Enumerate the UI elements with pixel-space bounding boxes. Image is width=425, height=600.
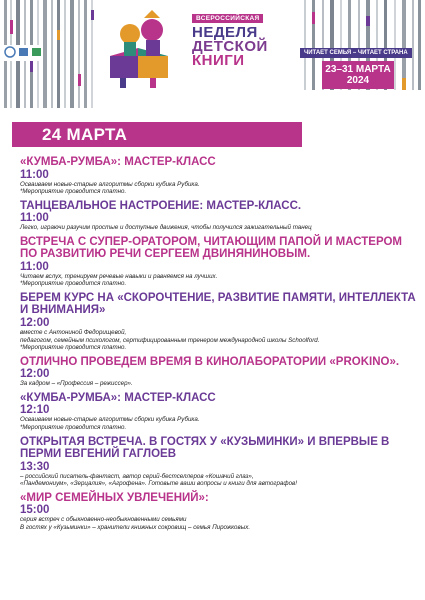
partner-logo-icons: [3, 45, 43, 59]
event-time: 11:00: [20, 168, 49, 181]
event-description: [20, 416, 420, 431]
desc-line: вместе с Антониной Федорищевой,: [20, 328, 127, 336]
event-description: [20, 181, 420, 196]
desc-line: серия встреч с обыкновенно-необыкновенными семьями: [20, 516, 187, 524]
desc-line: педагогом, семейным психологом, сертифицированным тренером международной школы Schoolford.: [20, 336, 320, 344]
event-time: 15:00: [20, 504, 50, 517]
event-item: [20, 356, 420, 388]
event-time: 12:00: [20, 368, 50, 381]
day-heading: [12, 122, 302, 147]
event-time: 11:00: [20, 260, 49, 273]
date-range: 23–31 МАРТА: [325, 64, 391, 75]
desc-line: Читаем вслух, тренируем речевые навыки и равняемся на лучших.: [20, 272, 218, 280]
event-description: [20, 516, 420, 531]
event-title: БЕРЕМ КУРС НА «СКОРОЧТЕНИЕ, РАЗВИТИЕ ПАМЯТИ, ИНТЕЛЛЕКТА И ВНИМАНИЯ»: [20, 291, 416, 317]
event-time: 12:00: [20, 316, 50, 329]
event-title: ОТЛИЧНО ПРОВЕДЕМ ВРЕМЯ В КИНОЛАБОРАТОРИИ «PROKINO».: [20, 355, 400, 368]
event-year: 2024: [346, 75, 370, 86]
event-title: ТАНЦЕВАЛЬНОЕ НАСТРОЕНИЕ: МАСТЕР-КЛАСС.: [20, 199, 302, 212]
event-item: [20, 200, 420, 232]
event-logo: [100, 8, 290, 98]
event-item: [20, 156, 420, 196]
header-banner: [0, 0, 425, 108]
event-item: [20, 436, 420, 488]
event-description: [20, 224, 420, 232]
desc-line: В гостях у «Кузьминки» – хранители книжных сокровищ – семья Пирожковых.: [20, 523, 251, 531]
event-item: [20, 236, 420, 288]
event-description: [20, 329, 420, 352]
event-title: ВСТРЕЧА С СУПЕР-ОРАТОРОМ, ЧИТАЮЩИМ ПАПОЙ И МАСТЕРОМ ПО РАЗВИТИЮ РЕЧИ СЕРГЕЕМ ДВИНЯНИНОВЫМ.: [20, 235, 403, 261]
day-label: 24 МАРТА: [42, 125, 128, 144]
event-item: [20, 392, 420, 432]
desc-line: *Мероприятие проводится платно.: [20, 423, 127, 431]
title-line-2: ДЕТСКОЙ: [192, 38, 268, 55]
desc-line: За кадром – «Профессия – режиссер».: [20, 380, 133, 388]
event-title: «КУМБА-РУМБА»: МАСТЕР-КЛАСС: [20, 391, 216, 404]
desc-line: *Мероприятие проводится платно.: [20, 280, 127, 288]
desc-line: – российский писатель-фантаст, автор серий-бестселлеров «Кошачий глаз»,: [20, 472, 254, 480]
title-line-3: КНИГИ: [192, 52, 245, 69]
event-time: 13:30: [20, 460, 50, 473]
event-title: «МИР СЕМЕЙНЫХ УВЛЕЧЕНИЙ»:: [20, 491, 209, 504]
desc-line: Осваиваем новые-старые алгоритмы сборки кубика Рубика.: [20, 180, 200, 188]
desc-line: «Пандемониум», «Зерцалия», «Агрофена». Готовьте ваши вопросы и книги для автографов!: [20, 480, 297, 488]
event-dates: [322, 61, 394, 89]
header-right-panel: [300, 10, 425, 100]
badge-all-russian: ВСЕРОССИЙСКАЯ: [192, 14, 263, 23]
desc-line: Осваиваем новые-старые алгоритмы сборки кубика Рубика.: [20, 416, 200, 424]
slogan: ЧИТАЕТ СЕМЬЯ – ЧИТАЕТ СТРАНА: [300, 48, 412, 58]
event-description: [20, 380, 420, 388]
event-schedule: [20, 156, 420, 535]
children-reading-illustration: [100, 8, 192, 98]
desc-line: *Мероприятие проводится платно.: [20, 344, 127, 352]
event-description: [20, 473, 420, 488]
event-title: [192, 26, 268, 68]
event-description: [20, 273, 420, 288]
title-line-1: НЕДЕЛЯ: [192, 24, 258, 41]
event-title: «КУМБА-РУМБА»: МАСТЕР-КЛАСС: [20, 156, 216, 168]
event-time: 11:00: [20, 212, 49, 225]
event-title: ОТКРЫТАЯ ВСТРЕЧА. В ГОСТЯХ У «КУЗЬМИНКИ» И ВПЕРВЫЕ В ПЕРМИ ЕВГЕНИЙ ГАГЛОЕВ: [20, 435, 390, 461]
event-item: [20, 292, 420, 352]
partner-logos: [3, 45, 43, 59]
event-time: 12:10: [20, 404, 50, 417]
desc-line: Легко, играючи разучим простые и доступные движения, чтобы получился зажигательный танец: [20, 224, 312, 232]
desc-line: *Мероприятие проводится платно.: [20, 188, 127, 196]
event-item: [20, 492, 420, 532]
